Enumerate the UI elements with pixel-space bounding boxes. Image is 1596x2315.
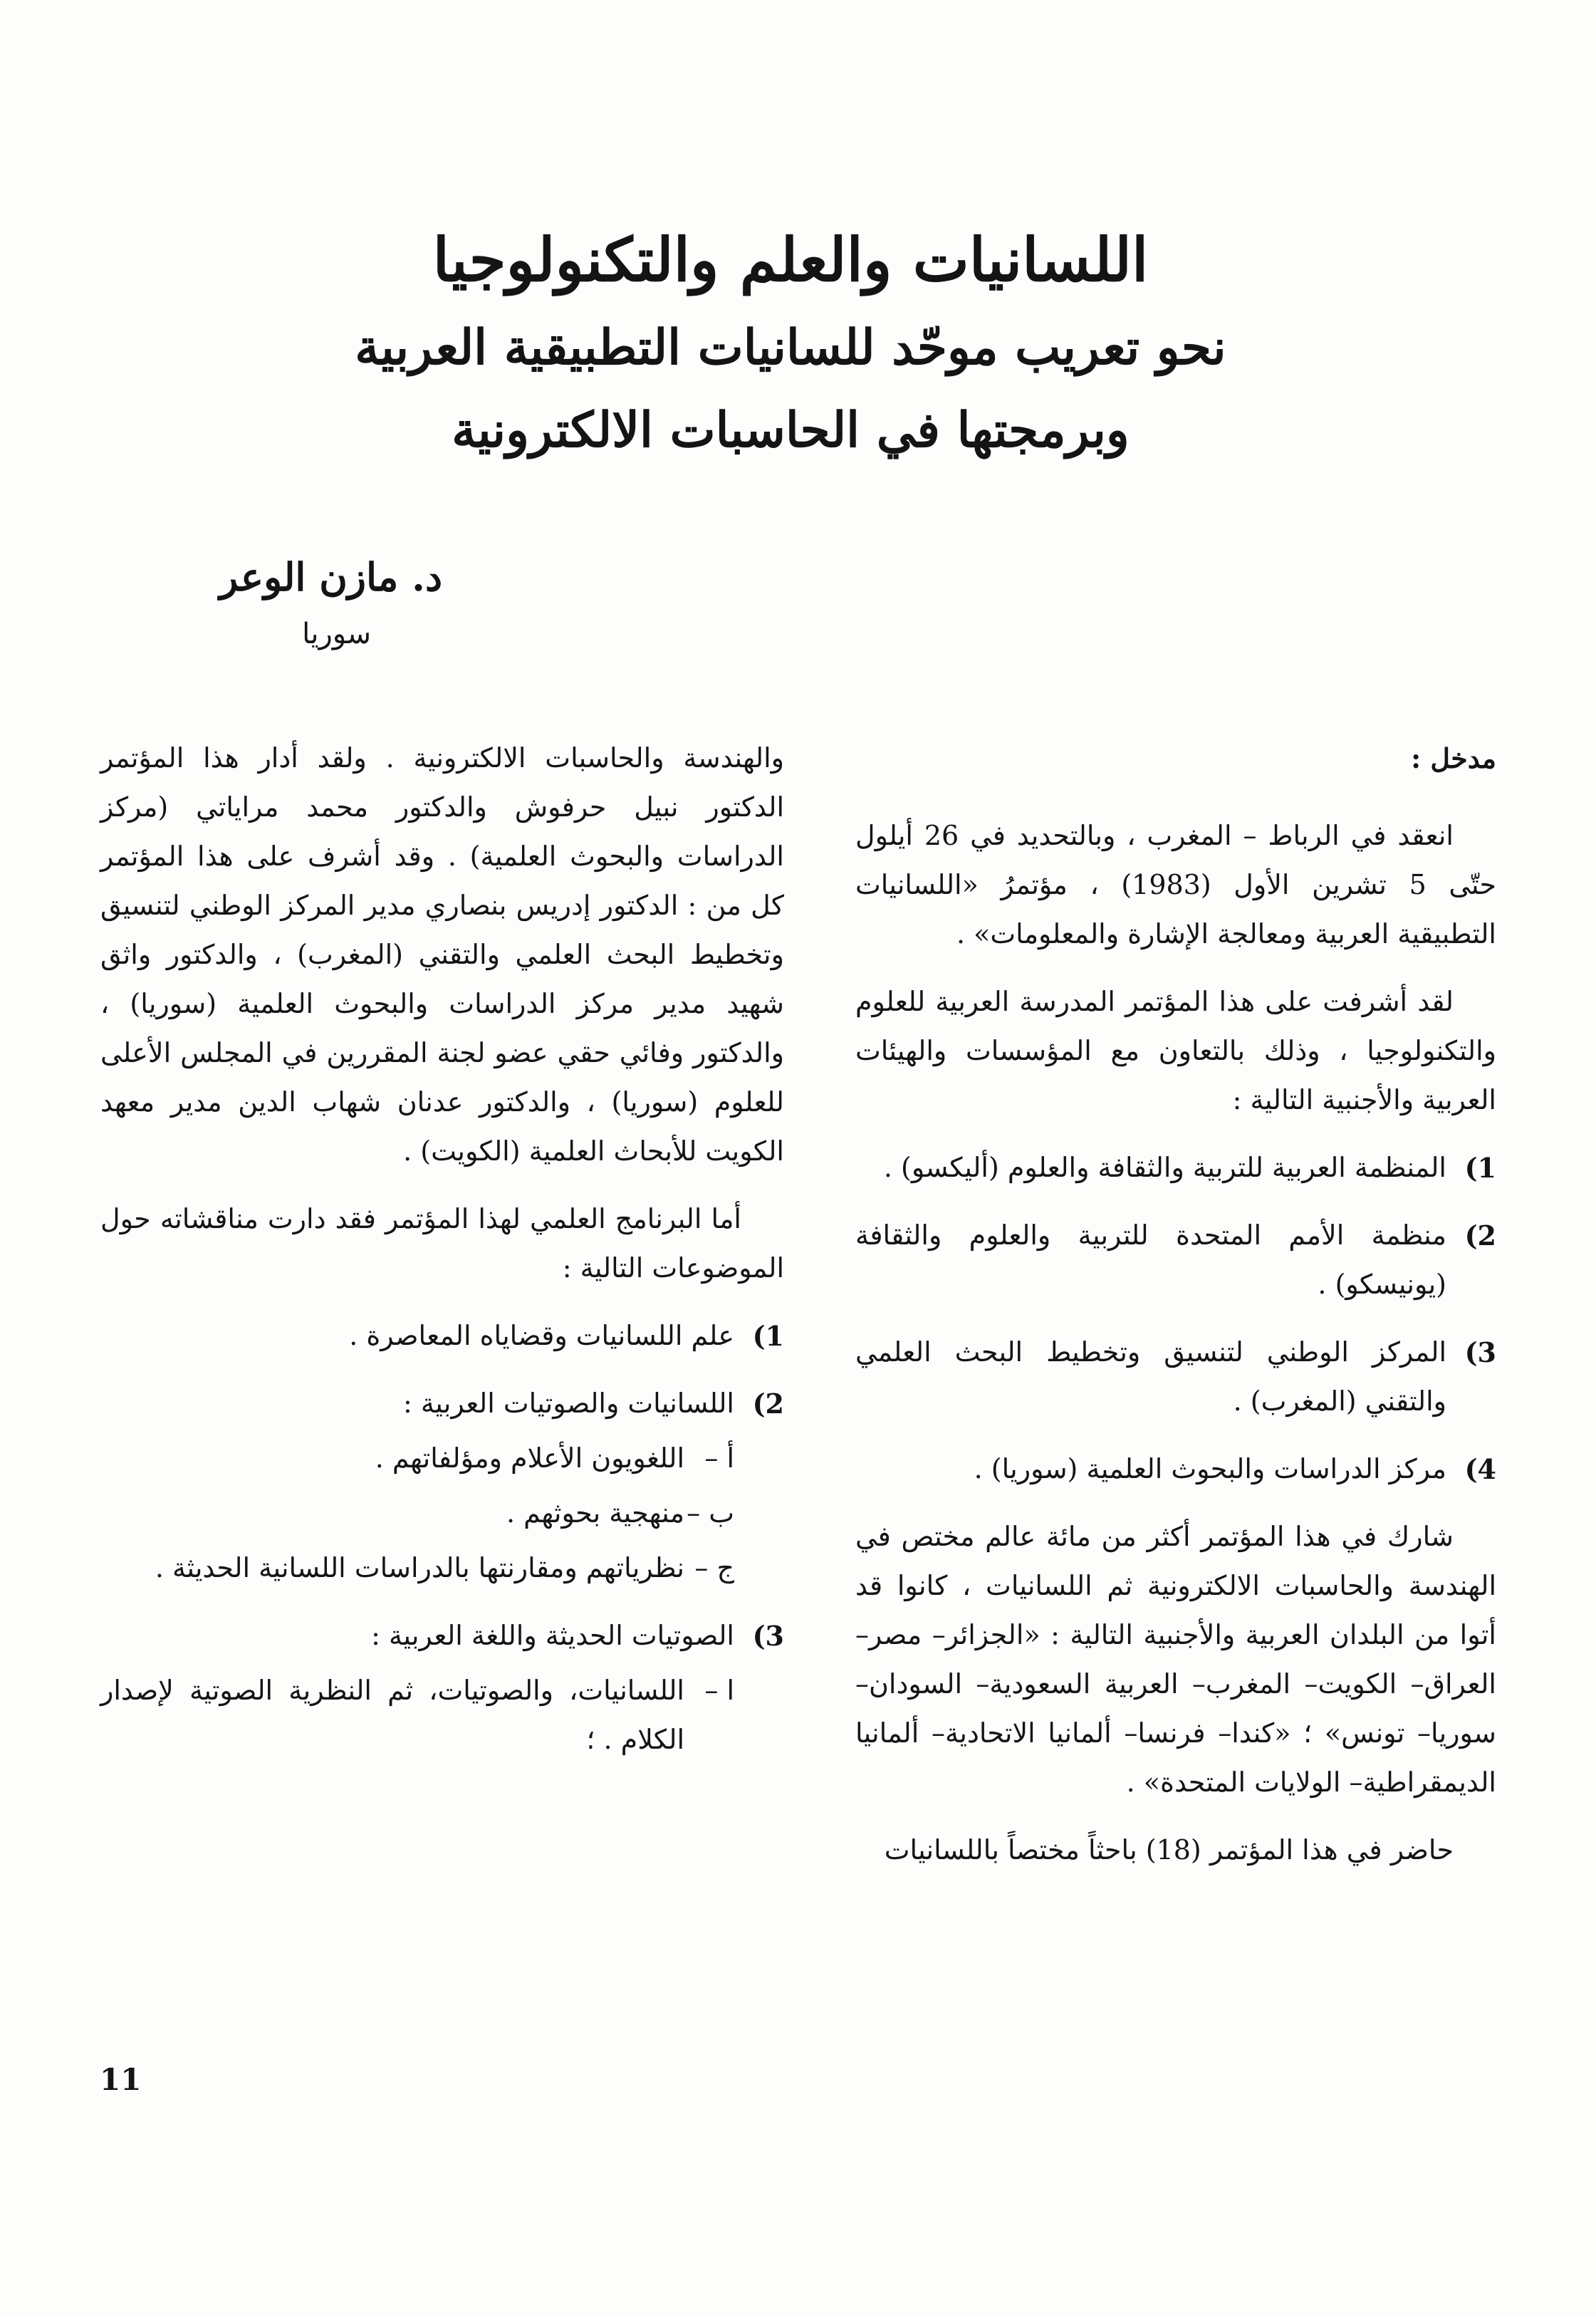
paragraph: شارك في هذا المؤتمر أكثر من مائة عالم مختص في الهندسة والحاسبات الالكترونية ثم اللسانيات ، كانوا قد أتوا من البلدان العربية والأجنبية التالية : «الجزائر– مصر– العراق– الكويت– المغرب– العربية السعودية– السودان– سوريا– تونس» ؛ «كندا– فرنسا– ألمانيا الاتحادية– ألمانيا الديمقراطية– الولايات المتحدة» .: [855, 1521, 1496, 1798]
sub-item-letter: ب –: [687, 1497, 734, 1529]
topic-text: علم اللسانيات وقضاياه المعاصرة .: [349, 1320, 734, 1351]
subtitle-line-2: وبرمجتها في الحاسبات الالكترونية: [452, 402, 1130, 459]
list-item: [855, 1143, 1496, 1192]
topic-number: 3): [752, 1620, 784, 1652]
sub-item: [100, 1489, 784, 1538]
paragraph: لقد أشرفت على هذا المؤتمر المدرسة العربية للعلوم والتكنولوجيا ، وذلك بالتعاون مع المؤسسات والهيئات العربية والأجنبية التالية :: [855, 986, 1496, 1115]
list-item-number: 1): [1464, 1152, 1496, 1184]
sub-item-text: اللسانيات، والصوتيات، ثم النظرية الصوتية لإصدار الكلام . ؛: [100, 1675, 684, 1755]
sub-item-text: نظرياتهم ومقارنتها بالدراسات اللسانية الحديثة .: [155, 1552, 684, 1583]
topic-number: 1): [752, 1320, 784, 1352]
right-column: [855, 734, 1496, 1893]
list-item-number: 4): [1464, 1453, 1496, 1485]
list-item-number: 3): [1464, 1336, 1496, 1368]
topic-text: الصوتيات الحديثة واللغة العربية :: [371, 1620, 734, 1651]
title-block: [214, 214, 1367, 472]
topic-number: 2): [752, 1388, 784, 1420]
paragraph: انعقد في الرباط – المغرب ، وبالتحديد في 26 أيلول حتّى 5 تشرين الأول (1983) ، مؤتمرُ «اللسانيات التطبيقية العربية ومعالجة الإشارة والمعلومات» .: [855, 820, 1496, 950]
paragraph: والهندسة والحاسبات الالكترونية . ولقد أدار هذا المؤتمر الدكتور نبيل حرفوش والدكتور محمد مراياتي (مركز الدراسات والبحوث العلمية) . وقد أشرف على هذا المؤتمر كل من : الدكتور إدريس بنصاري مدير المركز الوطني لتنسيق وتخطيط البحث العلمي والتقني (المغرب) ، والدكتور واثق شهيد مدير مركز الدراسات والبحوث العلمية (سوريا) ، والدكتور وفائي حقي عضو لجنة المقررين في المجلس الأعلى للعلوم (سوريا) ، والدكتور عدنان شهاب الدين مدير معهد الكويت للأبحاث العلمية (الكويت) .: [100, 742, 784, 1167]
list-item-text: مركز الدراسات والبحوث العلمية (سوريا) .: [974, 1453, 1446, 1484]
list-item-number: 2): [1464, 1219, 1496, 1252]
page-title: اللسانيات والعلم والتكنولوجيا: [432, 224, 1149, 295]
topic-item: [100, 1379, 784, 1428]
sub-item-letter: أ –: [704, 1442, 734, 1474]
left-column: [100, 734, 784, 1770]
sub-item-text: منهجية بحوثهم .: [506, 1497, 684, 1529]
paragraph: أما البرنامج العلمي لهذا المؤتمر فقد دارت مناقشاته حول الموضوعات التالية :: [100, 1203, 784, 1284]
paragraph: حاضر في هذا المؤتمر (18) باحثاً مختصاً باللسانيات: [884, 1834, 1454, 1866]
sub-item: [100, 1666, 784, 1764]
section-heading: مدخل :: [1411, 742, 1496, 774]
author-name: د. مازن الوعر: [219, 554, 442, 600]
sub-item: [100, 1544, 784, 1593]
list-item-text: المنظمة العربية للتربية والثقافة والعلوم (أليكسو) .: [883, 1152, 1446, 1183]
list-item: [855, 1211, 1496, 1309]
list-item-text: منظمة الأمم المتحدة للتربية والعلوم والثقافة (يونيسكو) .: [855, 1219, 1446, 1300]
list-item: [855, 1328, 1496, 1426]
author-country: سوريا: [302, 618, 371, 650]
list-item-text: المركز الوطني لتنسيق وتخطيط البحث العلمي والتقني (المغرب) .: [855, 1336, 1446, 1417]
sub-item-letter: ا –: [704, 1675, 734, 1706]
topic-item: [100, 1611, 784, 1660]
sub-item-letter: ج –: [694, 1552, 734, 1583]
sub-item: [100, 1434, 784, 1483]
topic-text: اللسانيات والصوتيات العربية :: [403, 1388, 734, 1419]
subtitle-line-1: نحو تعريب موحّد للسانيات التطبيقية العربية: [355, 319, 1226, 376]
sub-item-text: اللغويون الأعلام ومؤلفاتهم .: [375, 1442, 684, 1474]
list-item: [855, 1445, 1496, 1494]
page-number: 11: [100, 2062, 142, 2097]
topic-item: [100, 1311, 784, 1361]
